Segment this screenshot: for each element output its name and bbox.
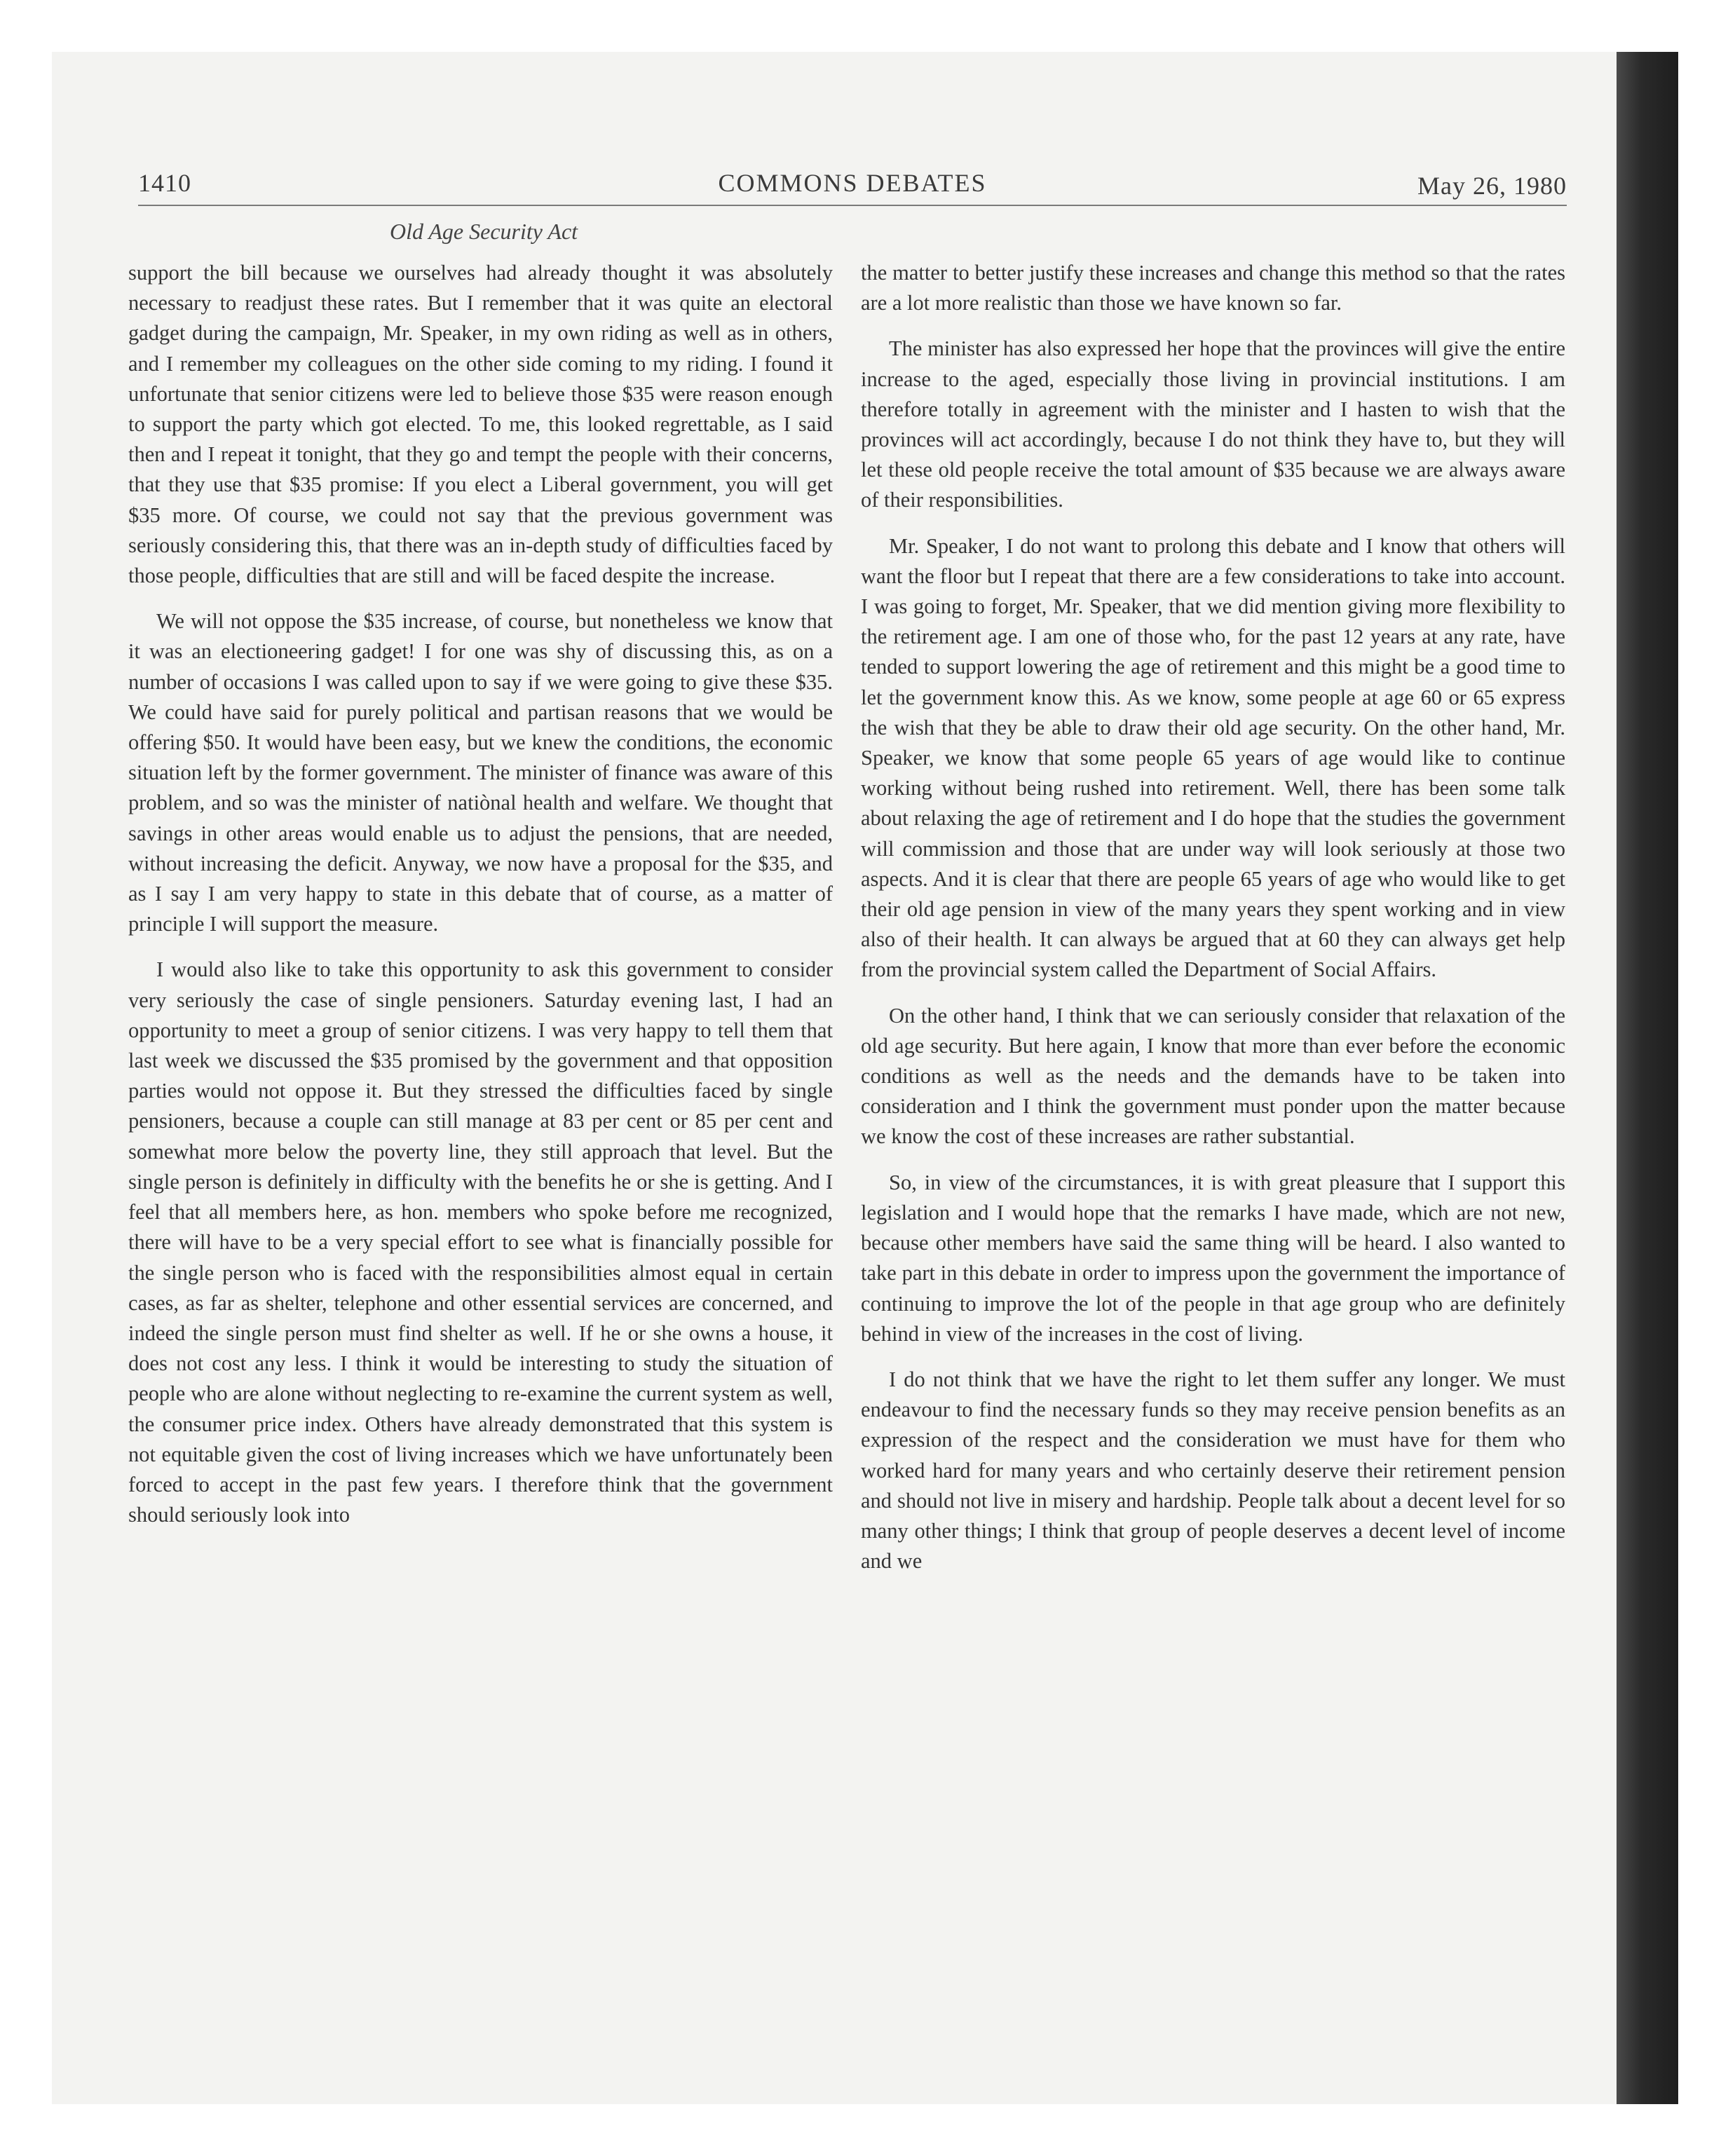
paragraph: Mr. Speaker, I do not want to prolong this debate and I know that others will want the floor but I repeat that there are a few considerations to take into account. I was going to forget, Mr. Speaker, that we did mention giving more flexibility to the retirement age. I am one of those who, for the past 12 years at any rate, have tended to support lowering the age of retirement and this might be a good time to let the government know this. As we know, some people at age 60 or 65 express the wish that they be able to draw their old age security. On the other hand, Mr. Speaker, we know that some people 65 years of age would like to continue working without being rushed into retirement. Well, there has been some talk about relaxing the age of retirement and I do hope that the studies the government will commission and those that are under way will look seriously at those two aspects. And it is clear that there are people 65 years of age who would like to get their old age pension in view of the many years they spent working and in view also of their health. It can always be argued that at 60 they can always get help from the provincial system called the Department of Social Affairs. <box>861 533 1565 982</box>
page-date: May 26, 1980 <box>1417 172 1567 200</box>
text-column-left <box>128 258 833 1546</box>
paragraph: The minister has also expressed her hope that the provinces will give the entire increase to the aged, especially those living in provincial institutions. I am therefore totally in agreement with the minister and I hasten to wish that the provinces will act accordingly, because I do not think they have to, but they will let these old people receive the total amount of $35 because we are always aware of their responsibilities. <box>861 336 1565 512</box>
running-head: Old Age Security Act <box>389 219 578 244</box>
paragraph: the matter to better justify these increases and change this method so that the rates are a lot more realistic than those we have known so far. <box>861 261 1565 315</box>
paragraph: We will not oppose the $35 increase, of course, but nonetheless we know that it was an electioneering gadget! I for one was shy of discussing this, as on a number of occasions I was called upon to say if we were going to give these $35. We could have said for purely political and partisan reasons that we would be offering $50. It would have been easy, but we knew the conditions, the economic situation left by the former government. The minister of finance was aware of this problem, and so was the minister of natiònal health and welfare. We thought that savings in other areas would enable us to adjust the pensions, that are needed, without increasing the deficit. Anyway, we now have a proposal for the $35, and as I say I am very happy to state in this debate that of course, as a matter of principle I will support the measure. <box>128 609 833 936</box>
paragraph: So, in view of the circumstances, it is with great pleasure that I support this legislation and I would hope that the remarks I have made, which are not new, because other members have said the same thing will be heard. I also wanted to take part in this debate in order to impress upon the government the importance of continuing to improve the lot of the people in that age group who are definitely behind in view of the increases in the cost of living. <box>861 1170 1565 1346</box>
header-divider <box>138 205 1567 206</box>
text-column-right <box>861 258 1565 1592</box>
paragraph: I would also like to take this opportunity to ask this government to consider very seriously the case of single pensioners. Saturday evening last, I had an opportunity to meet a group of senior citizens. I was very happy to tell them that last week we discussed the $35 promised by the government and that opposition parties would not oppose it. But they stressed the difficulties faced by single pensioners, because a couple can still manage at 83 per cent or 85 per cent and somewhat more below the poverty line, they still approach that level. But the single person is definitely in difficulty with the benefits he or she is getting. And I feel that all members here, as hon. members who spoke before me recognized, there will have to be a very special effort to see what is financially possible for the single person who is faced with the responsibilities almost equal in certain cases, as far as shelter, telephone and other essential services are concerned, and indeed the single person must find shelter as well. If he or she owns a house, it does not cost any less. I think it would be interesting to study the situation of people who are alone without neglecting to re-examine the current system as well, the consumer price index. Others have already demonstrated that this system is not equitable given the cost of living increases which we have unfortunately been forced to accept in the past few years. I therefore think that the government should seriously look into <box>128 957 833 1527</box>
paragraph: On the other hand, I think that we can seriously consider that relaxation of the old age security. But here again, I know that more than ever before the economic conditions as well as the needs and the demands have to be taken into consideration and I think the government must ponder upon the matter because we know the cost of these increases are rather substantial. <box>861 1003 1565 1149</box>
page-number: 1410 <box>138 169 191 197</box>
paragraph: I do not think that we have the right to let them suffer any longer. We must endeavour to find the necessary funds so they may receive pension benefits as an expression of the respect and the consideration we must have for them who worked hard for many years and who certainly deserve their retirement pension and should not live in misery and hardship. People talk about a decent level for so many other things; I think that group of people deserves a decent level of income and we <box>861 1367 1565 1574</box>
paragraph: support the bill because we ourselves had already thought it was absolutely necessary to readjust these rates. But I remember that it was quite an electoral gadget during the campaign, Mr. Speaker, in my own riding as well as in others, and I remember my colleagues on the other side coming to my riding. I found it unfortunate that senior citizens were led to believe those $35 were reason enough to support the party which got elected. To me, this looked regrettable, as I said then and I repeat it tonight, that they go and tempt the people with their concerns, that they use that $35 promise: If you elect a Liberal government, you will get $35 more. Of course, we could not say that the previous government was seriously considering this, that there was an in-depth study of difficulties faced by those people, difficulties that are still and will be faced despite the increase. <box>128 261 833 588</box>
scan-edge-shadow <box>1617 52 1678 2104</box>
journal-title: COMMONS DEBATES <box>718 169 987 197</box>
page-header <box>138 168 1567 207</box>
